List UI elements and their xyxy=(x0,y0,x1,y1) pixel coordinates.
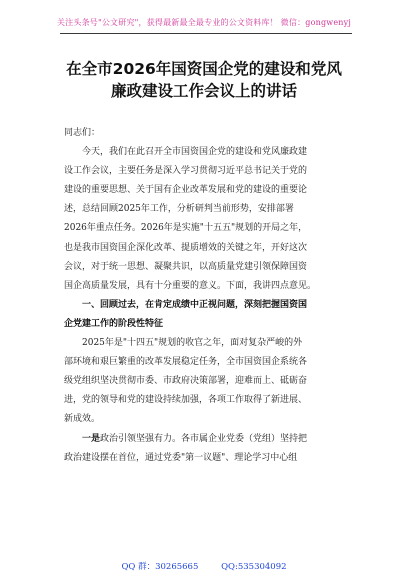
text-line xyxy=(64,430,356,449)
heading-line: 企党建工作的阶段性特征 xyxy=(64,318,164,329)
salutation: 同志们： xyxy=(64,128,101,138)
title-line-2: 廉政建设工作会议上的讲话 xyxy=(110,82,297,100)
text-line: 也是我市国资国企深化改革、提质增效的关键之年，开好这次 xyxy=(64,242,308,253)
document-body xyxy=(64,124,356,468)
qq-number: QQ:535304092 xyxy=(221,562,287,572)
header-note: 关注头条号"公文研究"，获得最新最全最专业的公文资料库！ 微信：gongwenyj xyxy=(56,18,352,27)
text-line: 设工作会议，主要任务是深入学习贯彻习近平总书记关于党的 xyxy=(64,166,308,177)
text-line: 会议，对于统一思想、凝聚共识，以高质量党建引领保障国资 xyxy=(64,261,308,272)
qq-group: QQ 群：30265665 xyxy=(121,562,199,572)
section-heading-1 xyxy=(64,296,356,334)
paragraph-review xyxy=(64,334,356,429)
header-divider xyxy=(60,33,352,34)
document-title xyxy=(40,58,368,102)
title-line-1: 在全市2026年国资国企党的建设和党风 xyxy=(66,60,342,78)
text-line: 政治建设摆在首位，通过党委"第一议题"、理论学习中心组 xyxy=(64,452,298,463)
point-text: 政治引领坚强有力。各市属企业党委（党组）坚持把 xyxy=(100,433,308,444)
text-line: 部环境和艰巨繁重的改革发展稳定任务，全市国资国企系统各 xyxy=(64,357,308,368)
text-line: 2026年重点任务。2026年是实施"十五五"规划的开局之年， xyxy=(64,223,308,234)
paragraph-intro xyxy=(64,143,356,296)
text-line: 级党组织坚决贯彻市委、市政府决策部署，迎难而上、砥砺奋 xyxy=(64,376,308,387)
text-line: 新成效。 xyxy=(64,414,101,425)
heading-line: 一、回顾过去，在肯定成绩中正视问题，深刻把握国资国 xyxy=(82,299,308,310)
point-lead: 一是 xyxy=(82,433,101,444)
paragraph-point-1 xyxy=(64,430,356,468)
text-line: 述，总结回顾2025年工作，分析研判当前形势，安排部署 xyxy=(64,204,294,215)
text-line: 国企高质量发展，具有十分重要的意义。下面，我讲四点意见。 xyxy=(64,280,317,291)
text-line: 今天，我们在此召开全市国资国企党的建设和党风廉政建 xyxy=(82,147,308,158)
text-line: 2025年是"十四五"规划的收官之年，面对复杂严峻的外 xyxy=(82,338,303,349)
footer-contact xyxy=(0,560,408,572)
text-line: 进，党的领导和党的建设持续加强，各项工作取得了新进展、 xyxy=(64,395,308,406)
text-line: 建设的重要思想、关于国有企业改革发展和党的建设的重要论 xyxy=(64,185,308,196)
